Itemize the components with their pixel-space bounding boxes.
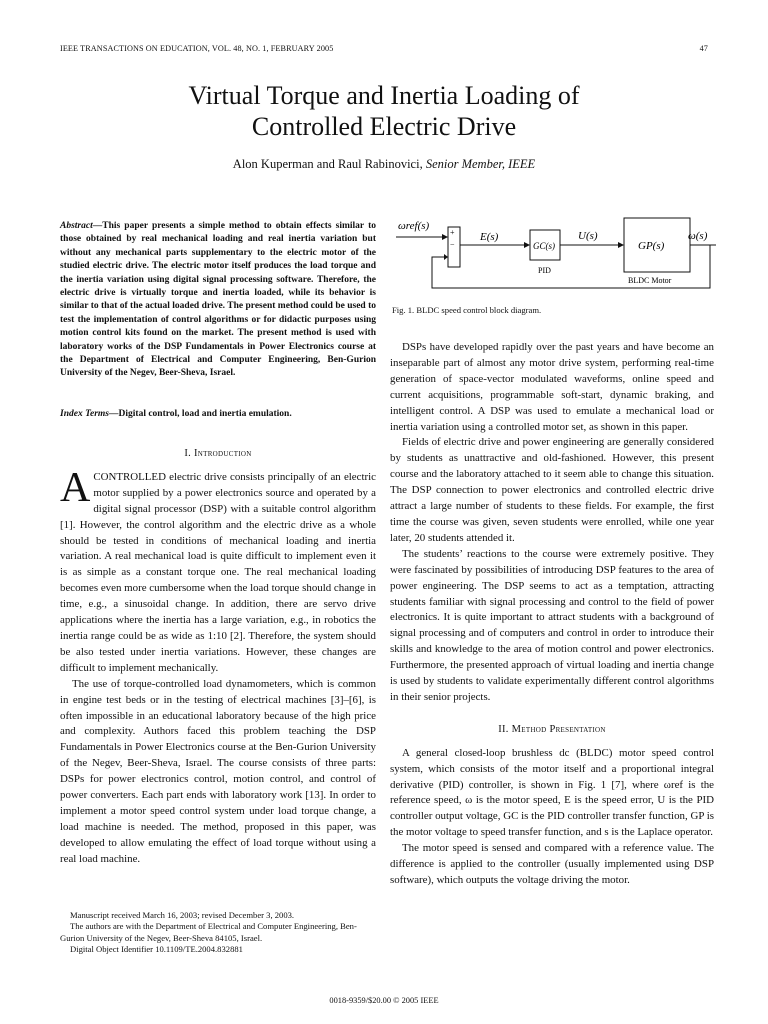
controller-tf: GC(s) [533,241,555,251]
block-diagram-svg [392,213,722,293]
control-arrowhead [618,242,624,248]
section-heading-introduction: I. Introduction [184,448,252,459]
authors [0,157,768,172]
paper-title [0,80,768,142]
method-paragraph-2: The motor speed is sensed and compared with a reference value. The difference is applied to the controller (usually implemented using DSP software), which outputs the voltage driving the motor. [390,842,714,886]
title-line-1: Virtual Torque and Inertia Loading of [188,81,580,110]
abstract [60,220,376,381]
index-terms [60,408,376,421]
right-paragraph-1: DSPs have developed rapidly over the past years and have become an inseparable part of almost any motor drive system, performing real-time generation of space-vector modulated waveforms, online speed and current acquisitions, programmable soft-start, dynamic braking, and intelligent control. A DSP was used to emulate a mechanical load or inertia variation using a controlled motor set, as shown in this paper. [390,341,714,433]
output-label: ω(s) [688,230,708,242]
diagram-input-label: ωref(s) [398,220,430,232]
error-label: E(s) [480,231,499,243]
copyright-footer: 0018-9359/$20.00 © 2005 IEEE [329,996,439,1005]
plant-caption: BLDC Motor [628,276,672,285]
right-column [390,340,714,889]
error-arrowhead [524,242,530,248]
figure-caption: Fig. 1. BLDC speed control block diagram. [392,305,542,315]
minus-sign: − [450,240,455,249]
left-column [60,446,376,868]
journal-header: IEEE TRANSACTIONS ON EDUCATION, VOL. 48, NO. 1, FEBRUARY 2005 [60,44,334,53]
footnote-doi: Digital Object Identifier 10.1109/TE.2004.832881 [70,943,243,954]
page-number: 47 [699,44,708,53]
plus-sign: + [450,228,455,237]
footnote-affiliation: The authors are with the Department of Electrical and Computer Engineering, Ben-Gurion University of the Negev, Beer-Sheva 84105, Israel. [60,921,357,943]
section-heading-method: II. Method Presentation [498,723,606,735]
control-label: U(s) [578,230,598,242]
input-arrowhead [442,234,448,240]
footnote-received: Manuscript received March 16, 2003; revised December 3, 2003. [70,910,295,920]
intro-paragraph-2: The use of torque-controlled load dynamometers, which is common in engine test beds or in the testing of electrical machines [3]–[6], is often impossible in an educational laboratory because of the high price and complexity. Authors faced this problem teaching the DSP Fundamentals in Power Electronics course at the Ben-Gurion University of the Negev, Beer-Sheva, Israel. The course consists of three parts: DSPs for power electronics control, motion control, and control of power converters. Each part ends with laboratory work [13]. In order to implement a motor speed control system under load torque change, a load machine is needed. The method, proposed in this paper, was developed to allow emulating the effect of load torque without using a real load machine. [60,677,376,865]
controller-caption: PID [538,266,551,275]
abstract-label: Abstract— [60,221,103,231]
title-line-2: Controlled Electric Drive [251,112,517,141]
index-terms-text: Digital control, load and inertia emulation. [118,409,292,419]
footnotes [60,910,376,955]
feedback-arrowhead [444,254,448,260]
index-terms-label: Index Terms— [60,409,119,419]
plant-tf: GP(s) [638,240,665,252]
intro-paragraph-1-text: CONTROLLED electric drive consists principally of an electric motor supplied by a power electronics source and operated by a digital signal processor (DSP) with a suitable control algorithm [1]. However, the control algorithm and the electric drive as a whole should be tested in conditions of mechanical loading and inertia variation. A real mechanical load is quite difficult to implement even it is as simple as a constant torque one. The real mechanical loading becomes even more cumbersome when the load torque should change in time, e.g., a sinusoidal change. In addition, there are servo drive applications where the inertia has a large variation, e.g., in robotics the inertia range could be as wide as 1:10 [2]. Therefore, the system should be also tested under inertia variations. However, these changes are difficult to implement mechanically. [60,470,376,674]
author-membership: Senior Member, IEEE [425,157,536,171]
author-names: Alon Kuperman and Raul Rabinovici, [232,157,423,171]
intro-paragraph-1 [60,464,376,677]
right-paragraph-2: Fields of electric drive and power engineering are generally considered by students as unattractive and old-fashioned. However, this present course and the laboratory attached to it seem able to change this situation. The DSP connection to power electronics and controlled electric drive attract a large number of students to these fields. For example, the first time the course was given, seven students were enrolled, while one year later, 20 students attended it. [390,436,714,544]
method-paragraph-1: A general closed-loop brushless dc (BLDC) motor speed control system, which consists of the motor itself and a proportional integral derivative (PID) controller, is shown in Fig. 1 [7], where ωref is the reference speed, ω is the motor speed, E is the speed error, U is the PID controller output voltage, GC is the PID controller transfer function, GP is the motor voltage to speed transfer function, and s is the Laplace operator. [390,746,714,839]
abstract-text: This paper presents a simple method to obtain effects similar to those obtained by real mechanical loading and real inertia variation but without any mechanical parts supplementary to the electric motor of the studied electric drive. The electric motor itself produces the load torque and the inertia variation using digital signal processing software. Therefore, the electric drive is virtually torque and inertia loaded, while its behavior is similar to that of the actual loaded drive. The present method could be used to test the implementation of control algorithms or for didactic purposes using motion control kits found on the market. The present method is used with laboratory works of the DSP Fundamentals in Power Electronics course at the Department of Electrical and Computer Engineering, Ben-Gurion University of the Negev, Beer-Sheva, Israel. [60,221,376,379]
drop-cap: A [60,464,91,511]
right-paragraph-3: The students’ reactions to the course were extremely positive. They were fascinated by possibilities of introducing DSP features to the area of power engineering. The DSP seems to act as a temptation, attracting students familiar with signal processing and control to the field of power electronics. It is quite important to attract students with a background of signal processing and of computers and control in order to introduce their skills and knowledge to the area of motion control and power electronics. Furthermore, the presented approach of virtual loading and inertia change is used by students to validate experimentally different control algorithms in their senior projects. [390,547,714,703]
block-diagram [392,213,722,293]
